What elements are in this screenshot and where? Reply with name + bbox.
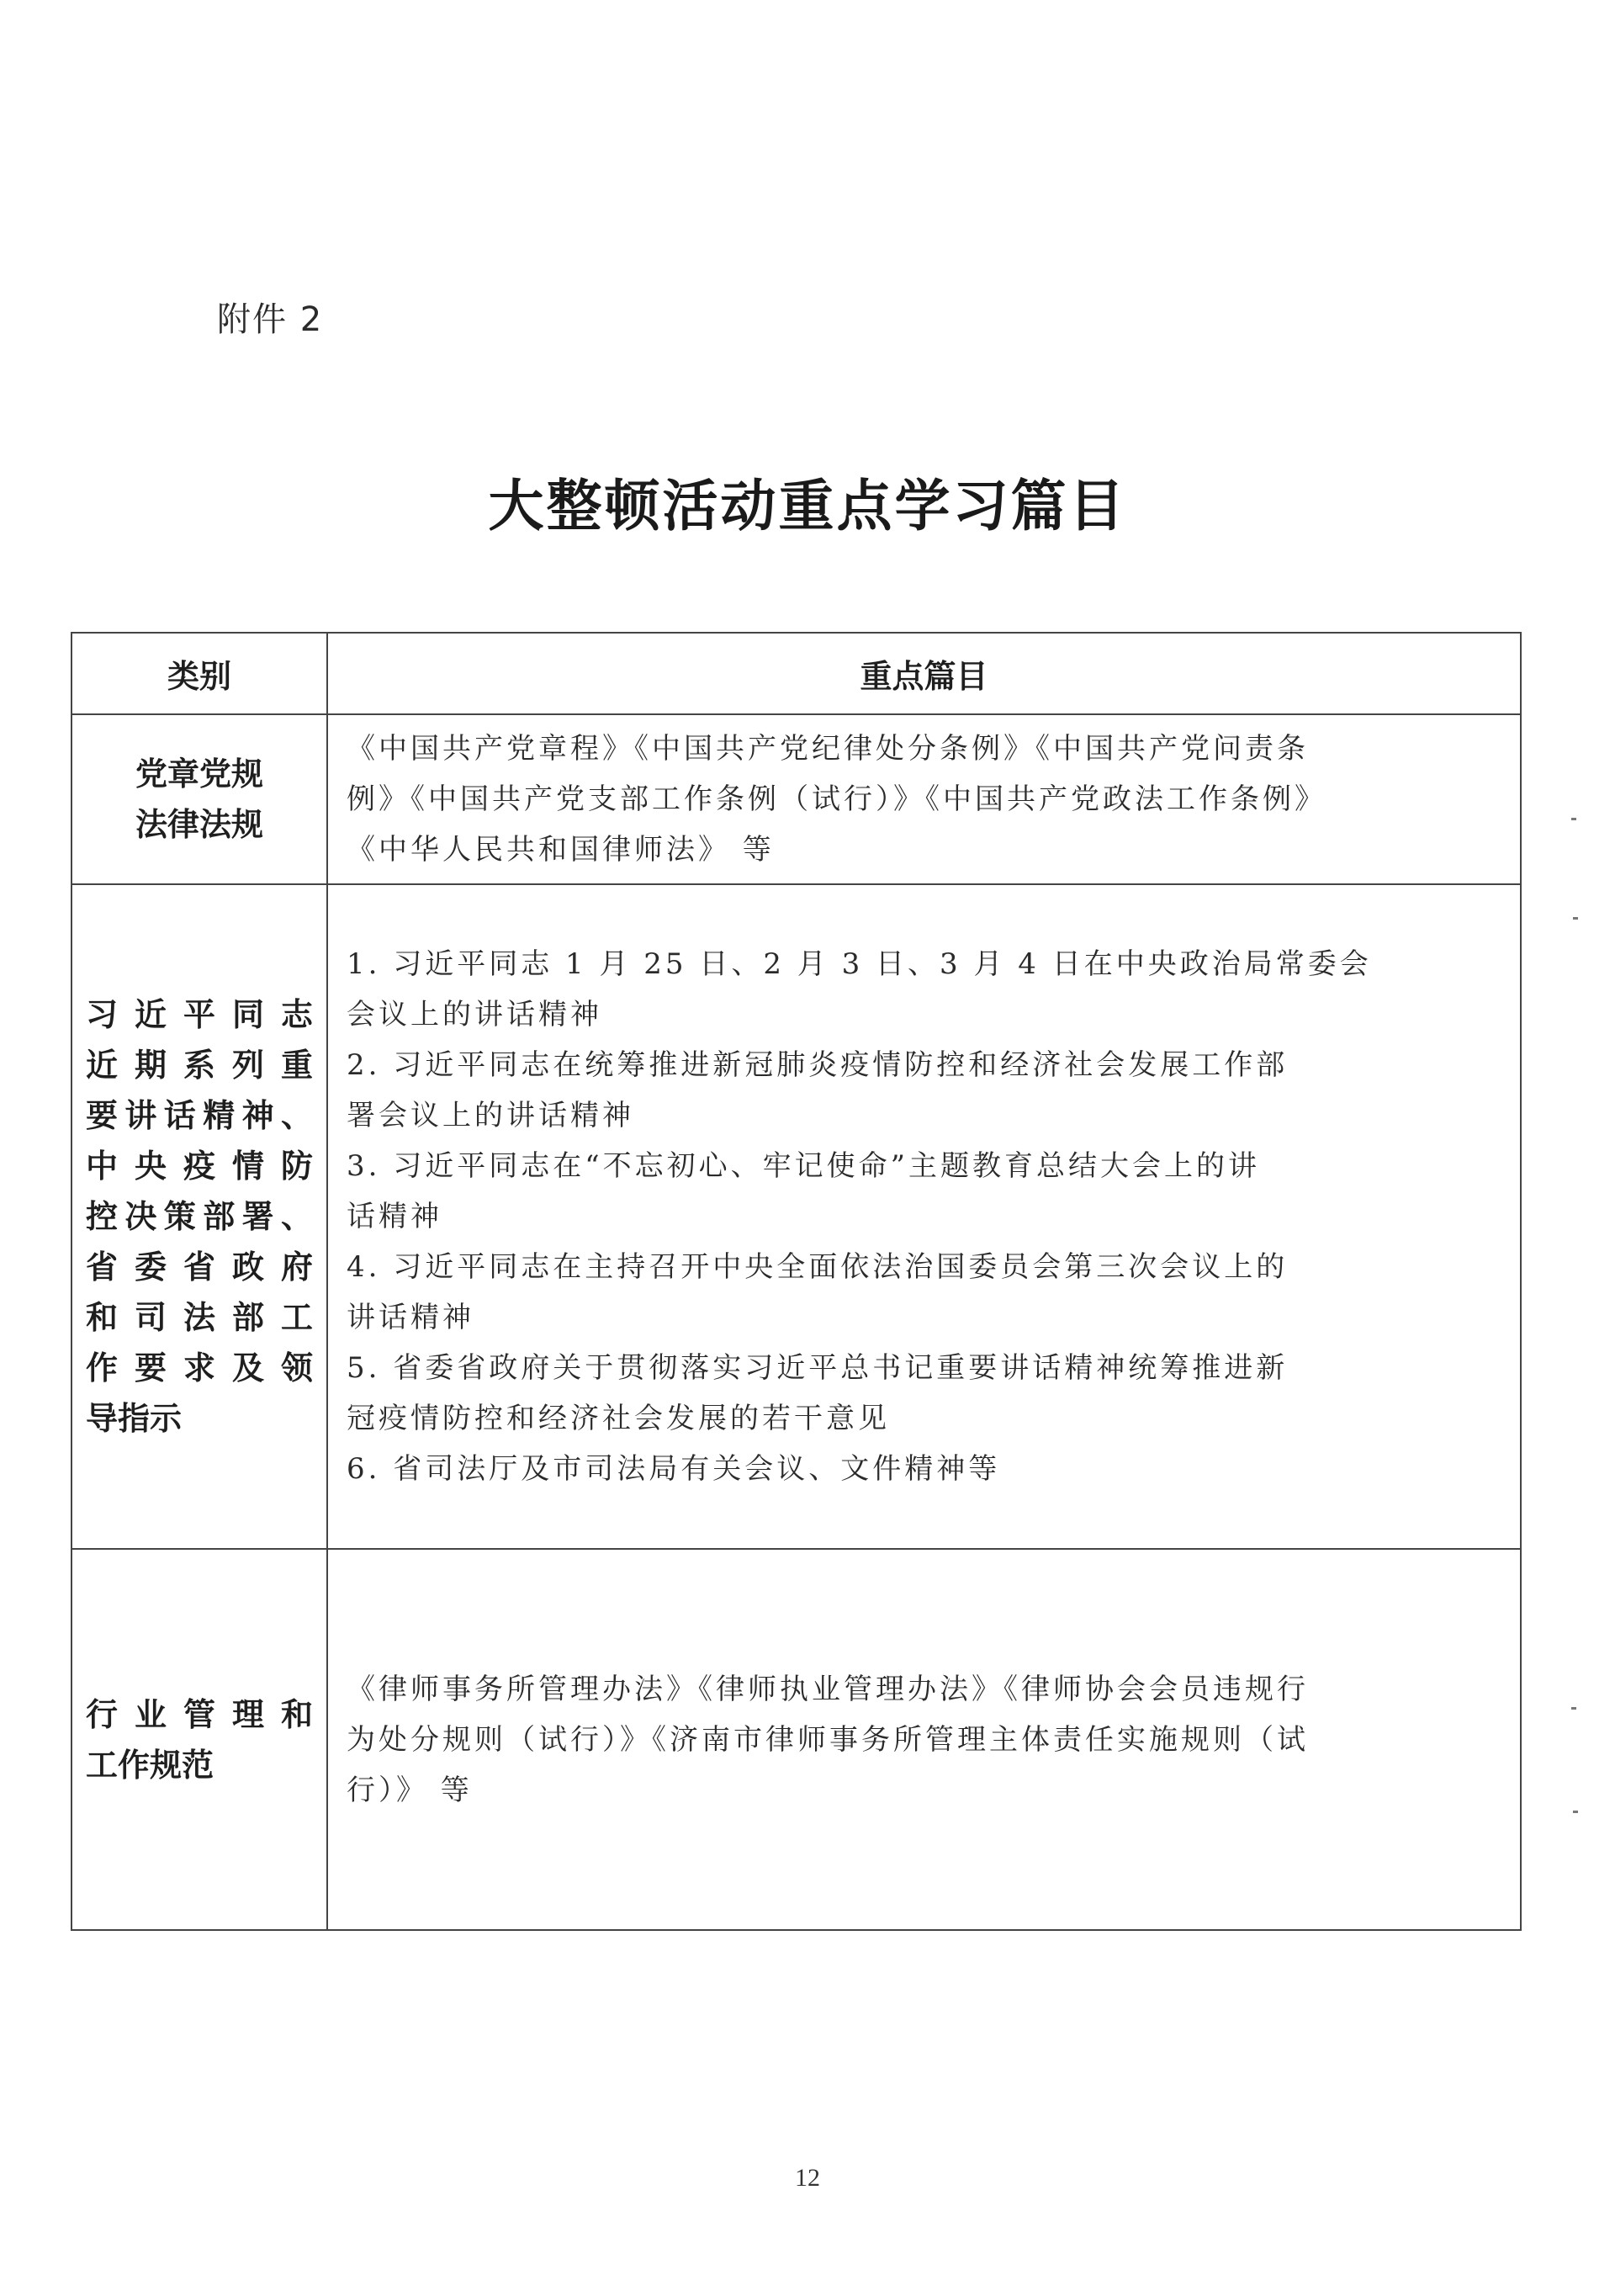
category-line: 党章党规 xyxy=(135,756,263,793)
category-line: 习近平同志 xyxy=(86,996,313,1033)
category-line: 省委省政府 xyxy=(86,1249,313,1286)
content-line: 例》《中国共产党支部工作条例（试行）》《中国共产党政法工作条例》 xyxy=(347,782,1326,816)
content-line: 行）》 等 xyxy=(347,1773,473,1807)
page-number: 12 xyxy=(795,2164,820,2192)
content-line: 话精神 xyxy=(347,1200,442,1233)
content-header: 重点篇目 xyxy=(327,633,1521,714)
table-row xyxy=(71,884,1521,1549)
content-line: 《中华人民共和国律师法》 等 xyxy=(347,833,775,867)
category-cell xyxy=(71,884,327,1549)
category-line: 和司法部工 xyxy=(86,1299,313,1336)
category-line: 控决策部署、 xyxy=(86,1198,313,1235)
category-line: 中央疫情防 xyxy=(86,1148,313,1185)
attachment-label: 附件 2 xyxy=(217,300,324,339)
category-line: 作要求及领 xyxy=(86,1349,313,1387)
category-cell xyxy=(71,1549,327,1930)
category-line: 要讲话精神、 xyxy=(86,1097,313,1134)
content-line: 署会议上的讲话精神 xyxy=(347,1099,634,1132)
content-line: 6. 省司法厅及市司法局有关会议、文件精神等 xyxy=(347,1452,1001,1486)
table-row xyxy=(71,1549,1521,1930)
content-line: 2. 习近平同志在统筹推进新冠肺炎疫情防控和经济社会发展工作部 xyxy=(347,1048,1289,1082)
content-line: 3. 习近平同志在“不忘初心、牢记使命”主题教育总结大会上的讲 xyxy=(347,1149,1261,1183)
study-list-table xyxy=(71,632,1522,1931)
content-line: 为处分规则（试行）》《济南市律师事务所管理主体责任实施规则（试 xyxy=(347,1722,1309,1757)
content-line: 《律师事务所管理办法》《律师执业管理办法》《律师协会会员违规行 xyxy=(347,1672,1309,1706)
table-header-row xyxy=(71,633,1521,714)
scan-speck xyxy=(1573,1811,1578,1813)
category-line: 行业管理和 xyxy=(86,1695,313,1733)
content-line: 1. 习近平同志 1 月 25 日、2 月 3 日、3 月 4 日在中央政治局常委会 xyxy=(347,947,1372,981)
category-line: 法律法规 xyxy=(135,806,263,843)
content-line: 讲话精神 xyxy=(347,1301,474,1334)
content-line: 会议上的讲话精神 xyxy=(347,998,602,1031)
scan-speck xyxy=(1573,917,1578,920)
content-line: 冠疫情防控和经济社会发展的若干意见 xyxy=(347,1402,890,1435)
content-cell xyxy=(327,884,1521,1549)
category-header: 类别 xyxy=(71,633,327,714)
content-cell xyxy=(327,1549,1521,1930)
scan-speck xyxy=(1571,1707,1576,1710)
content-line: 《中国共产党章程》《中国共产党纪律处分条例》《中国共产党问责条 xyxy=(347,732,1309,766)
category-line: 工作规范 xyxy=(86,1746,214,1784)
document-title: 大整顿活动重点学习篇目 xyxy=(488,474,1127,538)
category-line: 导指示 xyxy=(86,1400,183,1437)
scan-speck xyxy=(1571,818,1576,820)
category-cell xyxy=(71,714,327,884)
category-line: 近期系列重 xyxy=(86,1047,313,1084)
content-line: 4. 习近平同志在主持召开中央全面依法治国委员会第三次会议上的 xyxy=(347,1250,1289,1284)
table-row xyxy=(71,714,1521,884)
content-cell xyxy=(327,714,1521,884)
content-line: 5. 省委省政府关于贯彻落实习近平总书记重要讲话精神统筹推进新 xyxy=(347,1351,1289,1385)
